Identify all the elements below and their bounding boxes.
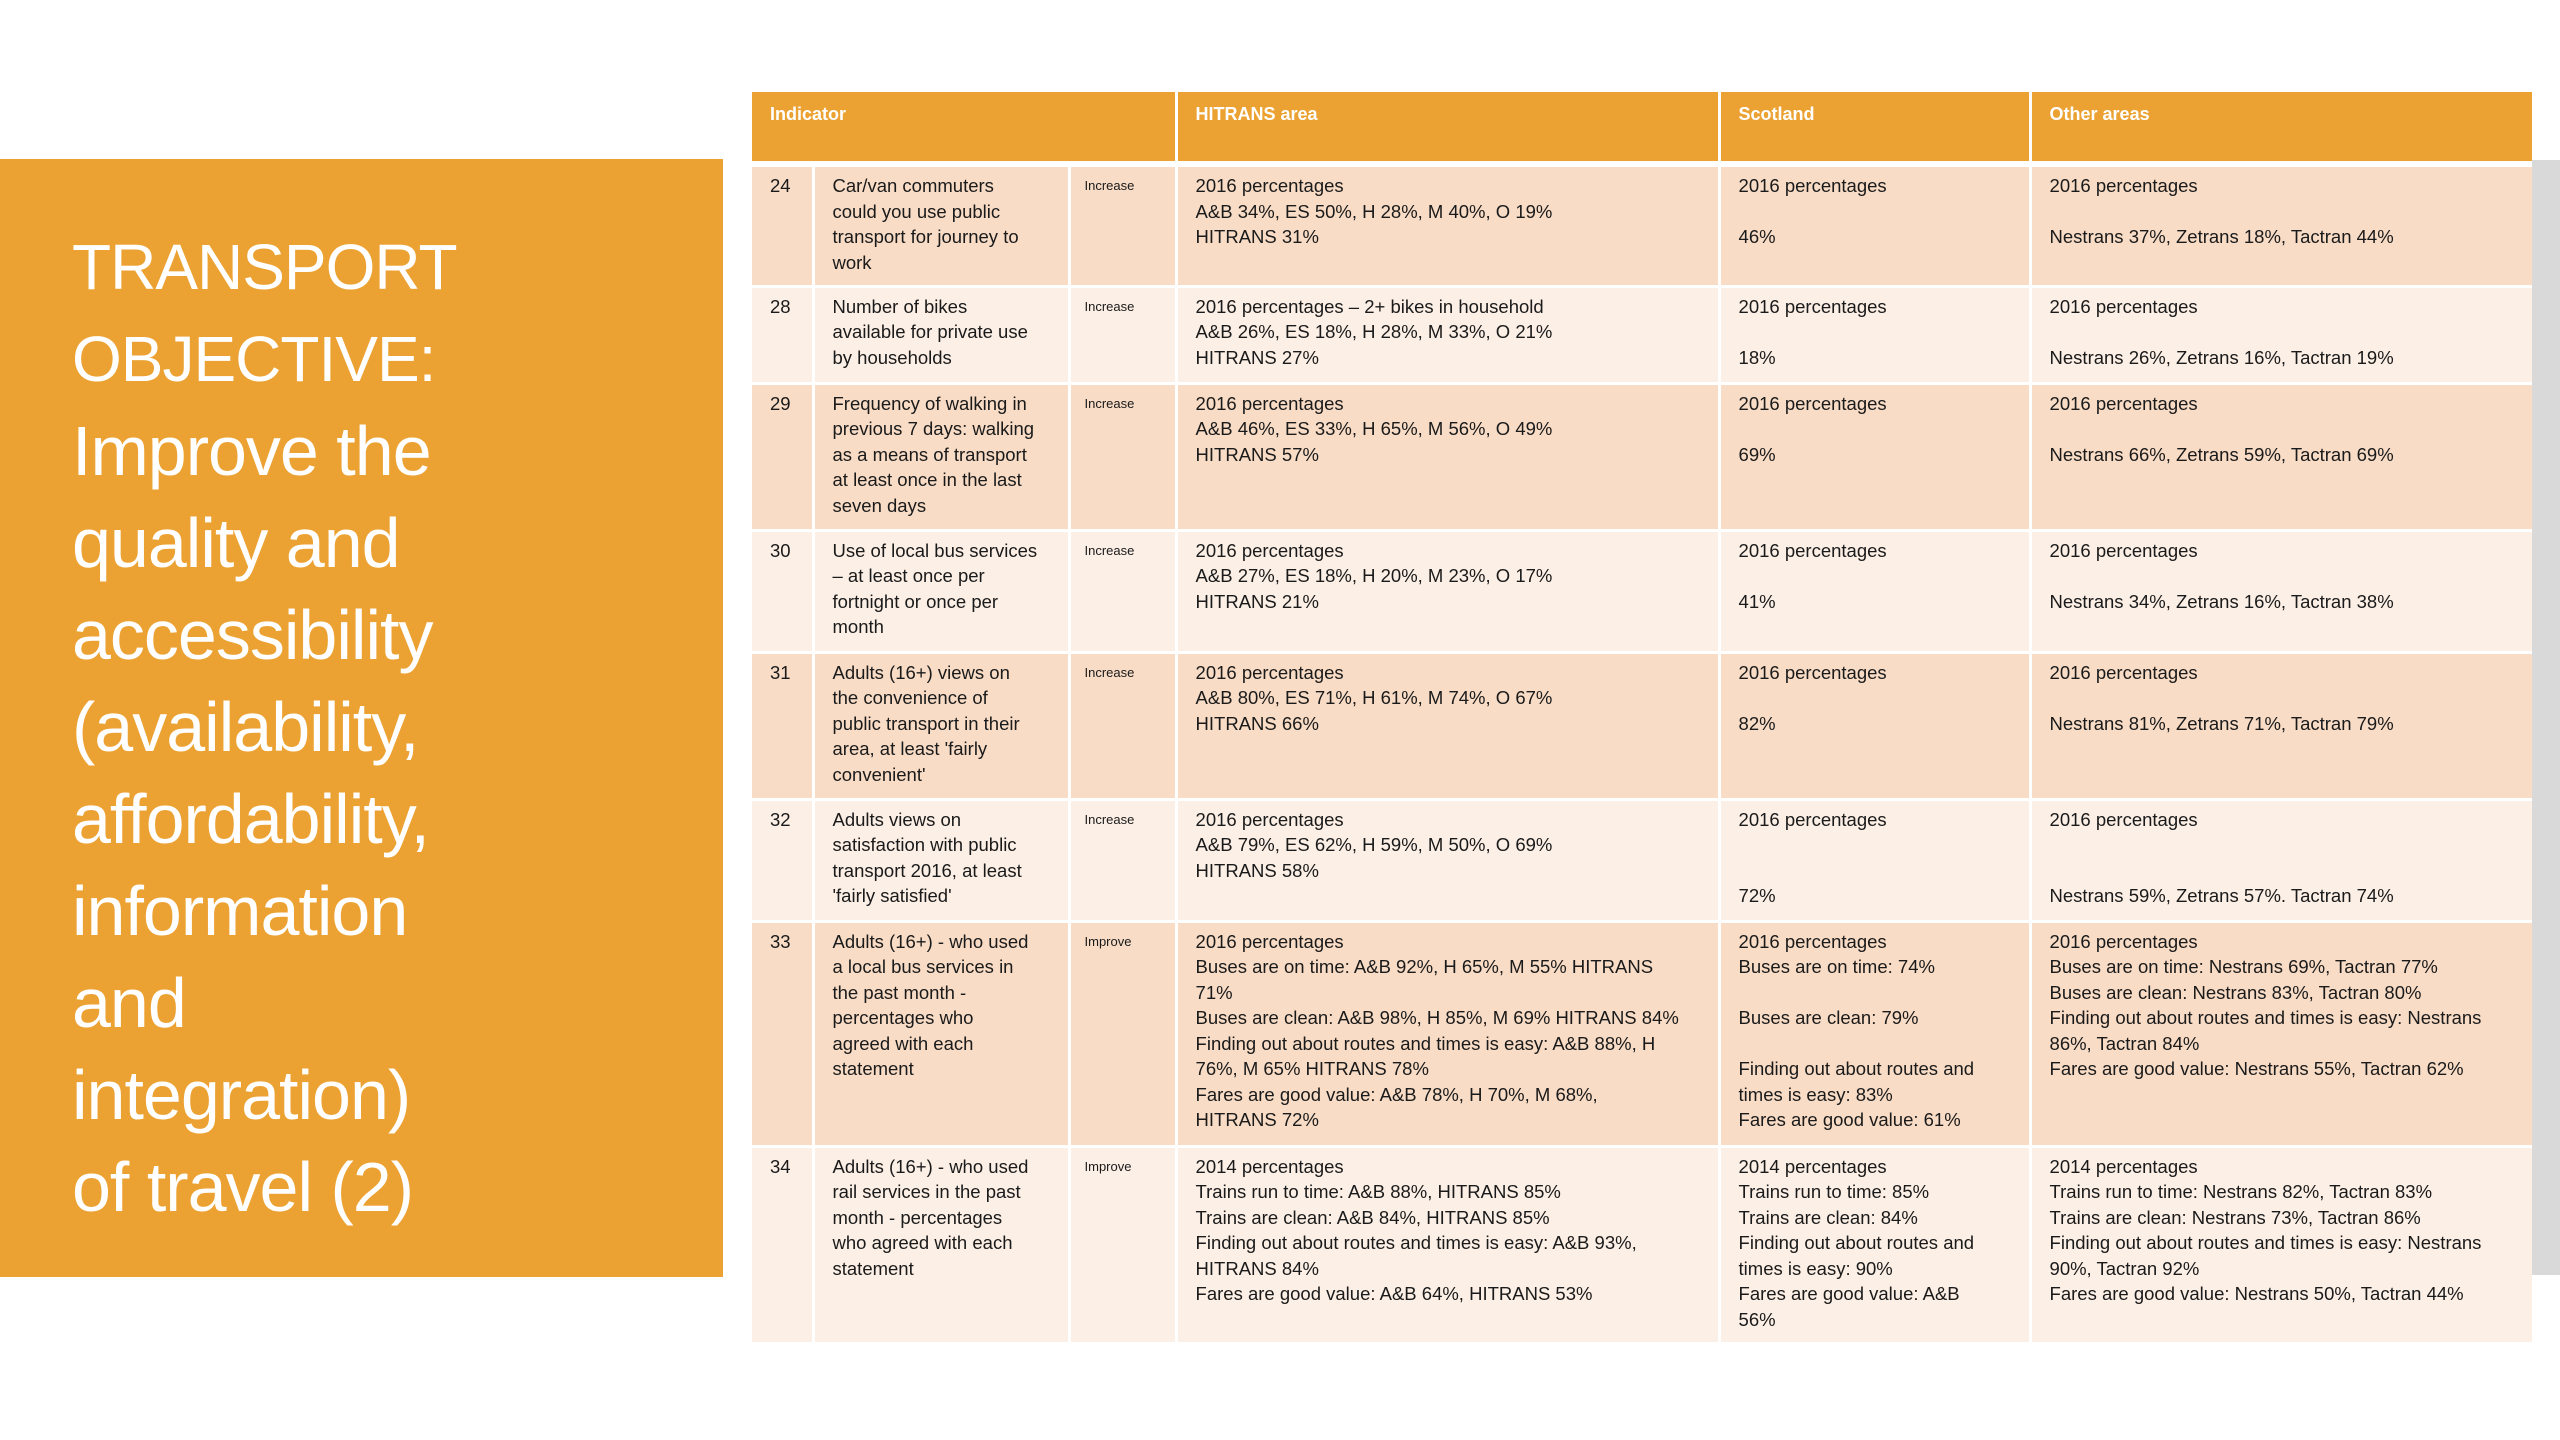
cell-line: who agreed with each (832, 1232, 1013, 1253)
title-line: and (72, 964, 186, 1042)
title-line: affordability, (72, 780, 429, 858)
cell-line (1739, 685, 2011, 711)
cell-line: HITRANS 31% (1195, 226, 1319, 247)
cell-line: HITRANS 58% (1195, 859, 1319, 881)
cell-line: Finding out about routes and times is easy: A&B 88%, H (1195, 1032, 1656, 1054)
other-areas-values (2030, 1146, 2532, 1343)
indicator-number: 34 (752, 1146, 813, 1343)
cell-line: as a means of transport (832, 443, 1027, 465)
cell-line: Nestrans 34%, Zetrans 16%, Tactran 38% (2049, 590, 2394, 612)
header-indicator: Indicator (752, 92, 1176, 164)
cell-line: 2014 percentages (1195, 1155, 1344, 1177)
indicator-number: 28 (752, 286, 813, 383)
cell-line: 2016 percentages (1738, 392, 1887, 414)
cell-line: the convenience of (832, 687, 988, 708)
title-line: accessibility (72, 596, 433, 674)
cell-line: Trains run to time: A&B 88%, HITRANS 85% (1195, 1181, 1561, 1202)
indicator-description (813, 383, 1069, 530)
title-line: TRANSPORT (72, 231, 457, 303)
cell-line: Buses are clean: Nestrans 83%, Tactran 80% (2049, 981, 2422, 1003)
cell-line: Car/van commuters (832, 175, 994, 196)
scotland-values (1719, 1146, 2030, 1343)
cell-line: Adults (16+) - who used (832, 930, 1029, 952)
cell-line (1739, 199, 2011, 225)
cell-line (1739, 319, 2011, 345)
cell-line: Adults (16+) views on (832, 661, 1010, 683)
target-direction: Increase (1069, 286, 1176, 383)
cell-line: Trains are clean: Nestrans 73%, Tactran 86% (2049, 1206, 2421, 1228)
target-direction: Improve (1069, 921, 1176, 1146)
cell-line: Number of bikes (832, 295, 968, 317)
cell-line: 2016 percentages (1738, 930, 1887, 952)
title-line: Improve the (72, 412, 431, 490)
cell-line: could you use public (832, 200, 1001, 222)
cell-line: 86%, Tactran 84% (2049, 1032, 2200, 1054)
table-row (752, 164, 2532, 286)
cell-line: Trains are clean: 84% (1738, 1206, 1918, 1228)
title-line: (availability, (72, 688, 419, 766)
scotland-values (1719, 530, 2030, 652)
cell-line: A&B 46%, ES 33%, H 65%, M 56%, O 49% (1195, 418, 1553, 439)
cell-line (2050, 563, 2515, 589)
cell-line: seven days (832, 494, 927, 516)
cell-line: 2016 percentages (1738, 175, 1887, 196)
target-direction: Increase (1069, 652, 1176, 799)
cell-line: 76%, M 65% HITRANS 78% (1195, 1058, 1429, 1079)
cell-line: times is easy: 90% (1738, 1257, 1893, 1279)
cell-line: 2016 percentages (2049, 175, 2198, 196)
cell-line: – at least once per (832, 565, 985, 586)
cell-line: 2016 percentages (1195, 661, 1344, 683)
header-hitrans: HITRANS area (1176, 92, 1719, 164)
other-areas-values (2030, 652, 2532, 799)
other-areas-values (2030, 530, 2532, 652)
slide-title (72, 221, 692, 1233)
cell-line: available for private use (832, 321, 1028, 342)
indicator-number: 33 (752, 921, 813, 1146)
header-other: Other areas (2030, 92, 2532, 164)
cell-line: Nestrans 59%, Zetrans 57%. Tactran 74% (2049, 885, 2394, 906)
indicator-number: 29 (752, 383, 813, 530)
cell-line: Buses are clean: A&B 98%, H 85%, M 69% HITRANS 84% (1195, 1007, 1679, 1028)
cell-line: percentages who (832, 1007, 974, 1028)
target-direction: Increase (1069, 164, 1176, 286)
cell-line (1739, 416, 2011, 442)
cell-line: times is easy: 83% (1738, 1083, 1893, 1105)
title-line: OBJECTIVE: (72, 323, 436, 395)
cell-line: HITRANS 84% (1195, 1257, 1319, 1279)
cell-line (1739, 563, 2011, 589)
cell-line: Trains are clean: A&B 84%, HITRANS 85% (1195, 1206, 1550, 1228)
cell-line: Fares are good value: Nestrans 55%, Tactran 62% (2049, 1058, 2464, 1079)
cell-line: rail services in the past (832, 1181, 1021, 1202)
cell-line (2050, 199, 2515, 225)
cell-line: Fares are good value: Nestrans 50%, Tactran 44% (2049, 1283, 2464, 1304)
hitrans-values (1176, 652, 1719, 799)
indicator-description (813, 799, 1069, 921)
cell-line: month (832, 616, 884, 637)
cell-line: 2016 percentages (2049, 295, 2198, 317)
cell-line: 18% (1738, 346, 1776, 368)
cell-line: satisfaction with public (832, 834, 1017, 855)
cell-line: a local bus services in (832, 956, 1014, 977)
hitrans-values (1176, 1146, 1719, 1343)
header-scotland: Scotland (1719, 92, 2030, 164)
cell-line: A&B 34%, ES 50%, H 28%, M 40%, O 19% (1195, 200, 1553, 222)
table-row (752, 799, 2532, 921)
cell-line: 2016 percentages – 2+ bikes in household (1195, 295, 1544, 317)
cell-line: transport 2016, at least (832, 859, 1022, 881)
table-body (752, 164, 2532, 1343)
hitrans-values (1176, 799, 1719, 921)
other-areas-values (2030, 164, 2532, 286)
table-row (752, 530, 2532, 652)
indicator-number: 31 (752, 652, 813, 799)
scotland-values (1719, 799, 2030, 921)
indicator-description (813, 530, 1069, 652)
scotland-values (1719, 164, 2030, 286)
title-line: of travel (2) (72, 1148, 413, 1226)
cell-line (2050, 416, 2515, 442)
cell-line (2050, 832, 2515, 858)
cell-line: 2016 percentages (1738, 539, 1887, 561)
cell-line: 2014 percentages (1738, 1155, 1887, 1177)
cell-line: public transport in their (832, 712, 1020, 734)
hitrans-values (1176, 921, 1719, 1146)
target-direction: Increase (1069, 530, 1176, 652)
cell-line (1739, 1031, 2011, 1057)
cell-line: at least once in the last (832, 469, 1022, 490)
cell-line: 71% (1195, 981, 1233, 1003)
indicator-description (813, 1146, 1069, 1343)
cell-line: 56% (1738, 1308, 1776, 1330)
cell-line: Nestrans 26%, Zetrans 16%, Tactran 19% (2049, 346, 2394, 368)
cell-line (1739, 832, 2011, 858)
table-shadow (2532, 160, 2560, 1275)
hitrans-values (1176, 530, 1719, 652)
cell-line: previous 7 days: walking (832, 418, 1035, 439)
table-row (752, 652, 2532, 799)
cell-line: 2014 percentages (2049, 1155, 2198, 1177)
cell-line: Fares are good value: A&B (1738, 1283, 1960, 1304)
cell-line: 2016 percentages (2049, 661, 2198, 683)
cell-line: A&B 26%, ES 18%, H 28%, M 33%, O 21% (1195, 321, 1553, 342)
cell-line: the past month - (832, 981, 967, 1003)
cell-line: Finding out about routes and times is easy: Nestrans (2049, 1007, 2482, 1028)
cell-line: 90%, Tactran 92% (2049, 1257, 2200, 1279)
cell-line (2050, 858, 2515, 884)
indicator-description (813, 652, 1069, 799)
target-direction: Increase (1069, 383, 1176, 530)
cell-line: Buses are on time: 74% (1738, 956, 1935, 977)
cell-line: 2016 percentages (2049, 808, 2198, 830)
cell-line: HITRANS 66% (1195, 712, 1319, 734)
cell-line: 2016 percentages (2049, 930, 2198, 952)
cell-line: 2016 percentages (1738, 661, 1887, 683)
cell-line: Finding out about routes and (1738, 1232, 1975, 1253)
cell-line (1739, 980, 2011, 1006)
cell-line: Trains run to time: 85% (1738, 1181, 1930, 1202)
cell-line: statement (832, 1257, 914, 1279)
cell-line: A&B 27%, ES 18%, H 20%, M 23%, O 17% (1195, 565, 1553, 586)
cell-line: Nestrans 81%, Zetrans 71%, Tactran 79% (2049, 712, 2394, 734)
cell-line: 2016 percentages (1195, 930, 1344, 952)
cell-line: HITRANS 21% (1195, 590, 1319, 612)
cell-line: Fares are good value: A&B 78%, H 70%, M 68%, (1195, 1083, 1598, 1105)
other-areas-values (2030, 799, 2532, 921)
indicator-number: 32 (752, 799, 813, 921)
title-line: integration) (72, 1056, 411, 1134)
indicator-number: 24 (752, 164, 813, 286)
target-direction: Increase (1069, 799, 1176, 921)
cell-line: Trains run to time: Nestrans 82%, Tactran 83% (2049, 1181, 2433, 1202)
cell-line: by households (832, 346, 952, 368)
cell-line: agreed with each (832, 1032, 974, 1054)
hitrans-values (1176, 383, 1719, 530)
target-direction: Improve (1069, 1146, 1176, 1343)
cell-line: work (832, 251, 872, 273)
cell-line: 2016 percentages (1738, 808, 1887, 830)
cell-line: 69% (1738, 443, 1776, 465)
cell-line: area, at least 'fairly (832, 738, 988, 759)
cell-line: month - percentages (832, 1206, 1003, 1228)
cell-line (2050, 685, 2515, 711)
hitrans-values (1176, 286, 1719, 383)
cell-line: Buses are on time: A&B 92%, H 65%, M 55% HITRANS (1195, 956, 1654, 977)
table-row (752, 921, 2532, 1146)
cell-line: 41% (1738, 590, 1776, 612)
table-row (752, 286, 2532, 383)
cell-line: transport for journey to (832, 226, 1019, 247)
indicator-number: 30 (752, 530, 813, 652)
table-header-row (752, 92, 2532, 164)
cell-line: 72% (1738, 885, 1776, 906)
cell-line: Use of local bus services (832, 539, 1038, 561)
title-panel (0, 159, 723, 1277)
scotland-values (1719, 652, 2030, 799)
cell-line: HITRANS 57% (1195, 443, 1319, 465)
scotland-values (1719, 383, 2030, 530)
cell-line: 82% (1738, 712, 1776, 734)
cell-line: A&B 80%, ES 71%, H 61%, M 74%, O 67% (1195, 687, 1553, 708)
title-line: quality and (72, 504, 400, 582)
cell-line: 46% (1738, 226, 1776, 247)
cell-line: Nestrans 66%, Zetrans 59%, Tactran 69% (2049, 443, 2394, 465)
indicator-description (813, 164, 1069, 286)
indicator-description (813, 286, 1069, 383)
cell-line: Adults views on (832, 808, 962, 830)
other-areas-values (2030, 383, 2532, 530)
other-areas-values (2030, 286, 2532, 383)
cell-line: HITRANS 27% (1195, 346, 1319, 368)
table-row (752, 383, 2532, 530)
cell-line: 'fairly satisfied' (832, 885, 952, 906)
hitrans-values (1176, 164, 1719, 286)
scotland-values (1719, 286, 2030, 383)
cell-line: fortnight or once per (832, 590, 999, 612)
cell-line (1739, 858, 2011, 884)
cell-line: HITRANS 72% (1195, 1109, 1319, 1130)
cell-line: 2016 percentages (1195, 392, 1344, 414)
cell-line: 2016 percentages (2049, 392, 2198, 414)
cell-line: 2016 percentages (2049, 539, 2198, 561)
cell-line: Buses are clean: 79% (1738, 1007, 1919, 1028)
scotland-values (1719, 921, 2030, 1146)
cell-line: convenient' (832, 763, 926, 785)
cell-line: Fares are good value: 61% (1738, 1109, 1961, 1130)
other-areas-values (2030, 921, 2532, 1146)
cell-line: Nestrans 37%, Zetrans 18%, Tactran 44% (2049, 226, 2394, 247)
cell-line: Buses are on time: Nestrans 69%, Tactran 77% (2049, 956, 2438, 977)
cell-line: 2016 percentages (1195, 808, 1344, 830)
title-line: information (72, 872, 408, 950)
cell-line: Frequency of walking in (832, 392, 1027, 414)
cell-line: 2016 percentages (1195, 175, 1344, 196)
cell-line: Finding out about routes and times is easy: Nestrans (2049, 1232, 2482, 1253)
cell-line: 2016 percentages (1195, 539, 1344, 561)
cell-line: statement (832, 1058, 914, 1079)
cell-line: Fares are good value: A&B 64%, HITRANS 53% (1195, 1283, 1593, 1304)
cell-line: 2016 percentages (1738, 295, 1887, 317)
cell-line: A&B 79%, ES 62%, H 59%, M 50%, O 69% (1195, 834, 1553, 855)
cell-line: Adults (16+) - who used (832, 1155, 1029, 1177)
indicator-description (813, 921, 1069, 1146)
cell-line (2050, 319, 2515, 345)
cell-line: Finding out about routes and (1738, 1058, 1975, 1079)
cell-line: Finding out about routes and times is easy: A&B 93%, (1195, 1232, 1637, 1253)
indicator-table (752, 92, 2532, 1345)
table-row (752, 1146, 2532, 1343)
